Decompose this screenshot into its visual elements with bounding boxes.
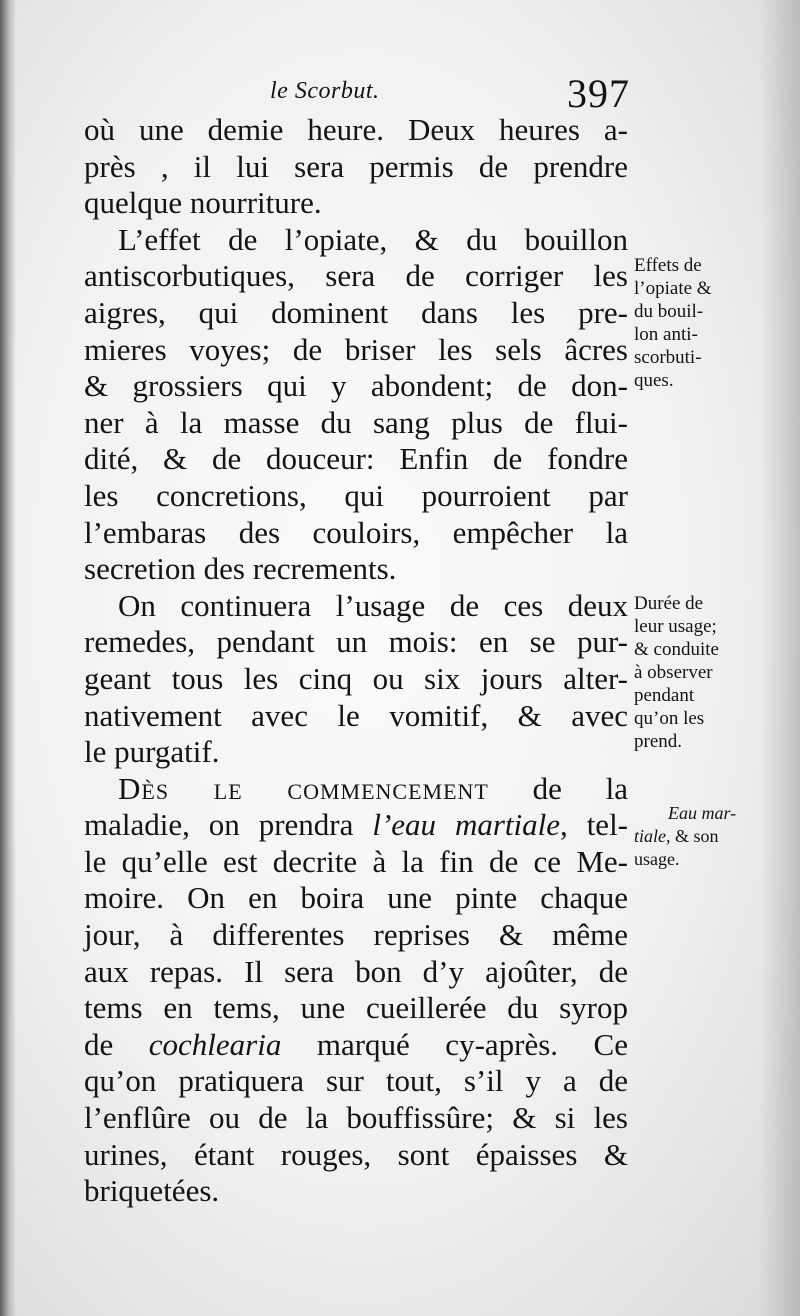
margin-note-line [634,825,762,848]
margin-note-line: ques. [634,370,674,391]
main-text-block [84,112,628,1210]
text-fragment: On continuera l’usage de ces deux [118,587,628,623]
text-line [84,698,628,735]
text-fragment: qu’on pratiquera sur tout, s’il y a de [84,1063,628,1099]
margin-note-line: prend. [634,731,683,752]
text-line [84,149,628,186]
text-line [84,515,628,552]
text-fragment: moire. On en boira une pinte chaque [84,880,628,916]
margin-note-line: usage. [634,849,680,869]
text-line [84,1173,628,1210]
text-line [84,807,628,844]
text-line [84,1100,628,1137]
text-line [84,112,628,149]
text-line [84,1027,628,1064]
margin-note-line: Effets de [634,255,702,276]
text-fragment: nativement avec le vomitif, & avec [84,697,628,733]
page-gutter-shadow [0,0,16,1316]
text-line [84,844,628,881]
text-fragment: l’enflûre ou de la bouffissûre; & si les [84,1100,628,1136]
running-title: le Scorbut. [270,78,380,104]
text-fragment: près , il lui sera permis de prendre [84,148,628,184]
text-fragment: geant tous les cinq ou six jours alter- [84,660,628,696]
text-fragment: briquetées. [84,1173,220,1209]
margin-note-fragment: & son [670,826,719,846]
text-fragment: de [84,1026,149,1062]
text-fragment: les concretions, qui pourroient par [84,477,628,513]
text-fragment: l’embaras des couloirs, empêcher la [84,514,628,550]
text-line [84,405,628,442]
margin-note-line: lon anti- [634,324,698,345]
text-fragment: jour, à differentes reprises & même [84,917,628,953]
text-line [84,295,628,332]
text-line [84,917,628,954]
text-fragment: remedes, pendant un mois: en se pur- [84,624,628,660]
margin-note-line: à observer [634,662,713,683]
text-fragment: & grossiers qui y abondent; de don- [84,368,628,404]
text-fragment: maladie, on prendra [84,807,373,843]
text-line [84,954,628,991]
text-line [84,624,628,661]
margin-note-opiate [634,254,762,392]
text-fragment: aigres, qui dominent dans les pre- [84,294,628,330]
page-number: 397 [567,71,630,116]
small-caps-phrase: Dès le commencement [118,770,489,806]
text-fragment: de la [488,770,628,806]
text-fragment: ner à la masse du sang plus de flui- [84,404,628,440]
text-line [84,990,628,1027]
margin-note-line: du bouil- [634,301,704,322]
margin-note-line: leur usage; [634,616,717,637]
text-fragment: mieres voyes; de briser les sels âcres [84,331,628,367]
text-line [84,185,628,222]
text-fragment: quelque nourriture. [84,185,322,221]
text-line [84,258,628,295]
margin-note-line: & conduite [634,639,719,660]
margin-note-italic-fragment: tiale, [634,826,671,846]
text-fragment: le purgatif. [84,734,220,770]
text-line [84,368,628,405]
margin-note-line: l’opiate & [634,278,712,299]
text-fragment: aux repas. Il sera bon d’y ajoûter, de [84,953,628,989]
text-line [84,551,628,588]
text-fragment: où une demie heure. Deux heures a- [84,112,628,147]
text-line [84,478,628,515]
text-fragment: dité, & de douceur: Enfin de fondre [84,441,628,477]
text-fragment: urines, étant rouges, sont épaisses & [84,1136,628,1172]
margin-note-eau-martiale [634,802,762,871]
margin-note-line: Durée de [634,593,704,614]
text-fragment: secretion des recrements. [84,551,397,587]
margin-note-duration [634,592,762,753]
italic-term: cochlearia [148,1026,282,1062]
text-fragment: marqué cy-après. Ce [281,1026,628,1062]
margin-note-line: qu’on les [634,708,705,729]
text-line [84,588,628,625]
text-fragment: tems en tems, une cueillerée du syrop [84,990,628,1026]
margin-note-line: Eau mar- [668,803,737,823]
text-line [84,441,628,478]
text-fragment: antiscorbutiques, sera de corriger les [84,258,628,294]
text-fragment: L’effet de l’opiate, & du bouillon [118,221,628,257]
text-line [84,880,628,917]
page-edge-shadow [760,0,800,1316]
margin-note-line: scorbuti- [634,347,702,368]
text-line [84,1137,628,1174]
italic-term: l’eau martiale [372,807,561,843]
text-fragment: , tel- [560,807,629,843]
text-line [84,734,628,771]
text-line [84,1063,628,1100]
text-fragment: le qu’elle est decrite à la fin de ce Me- [84,843,628,879]
text-line [84,222,628,259]
margin-note-line: pendant [634,685,695,706]
text-line [84,661,628,698]
text-line [84,332,628,369]
text-line [84,771,628,808]
